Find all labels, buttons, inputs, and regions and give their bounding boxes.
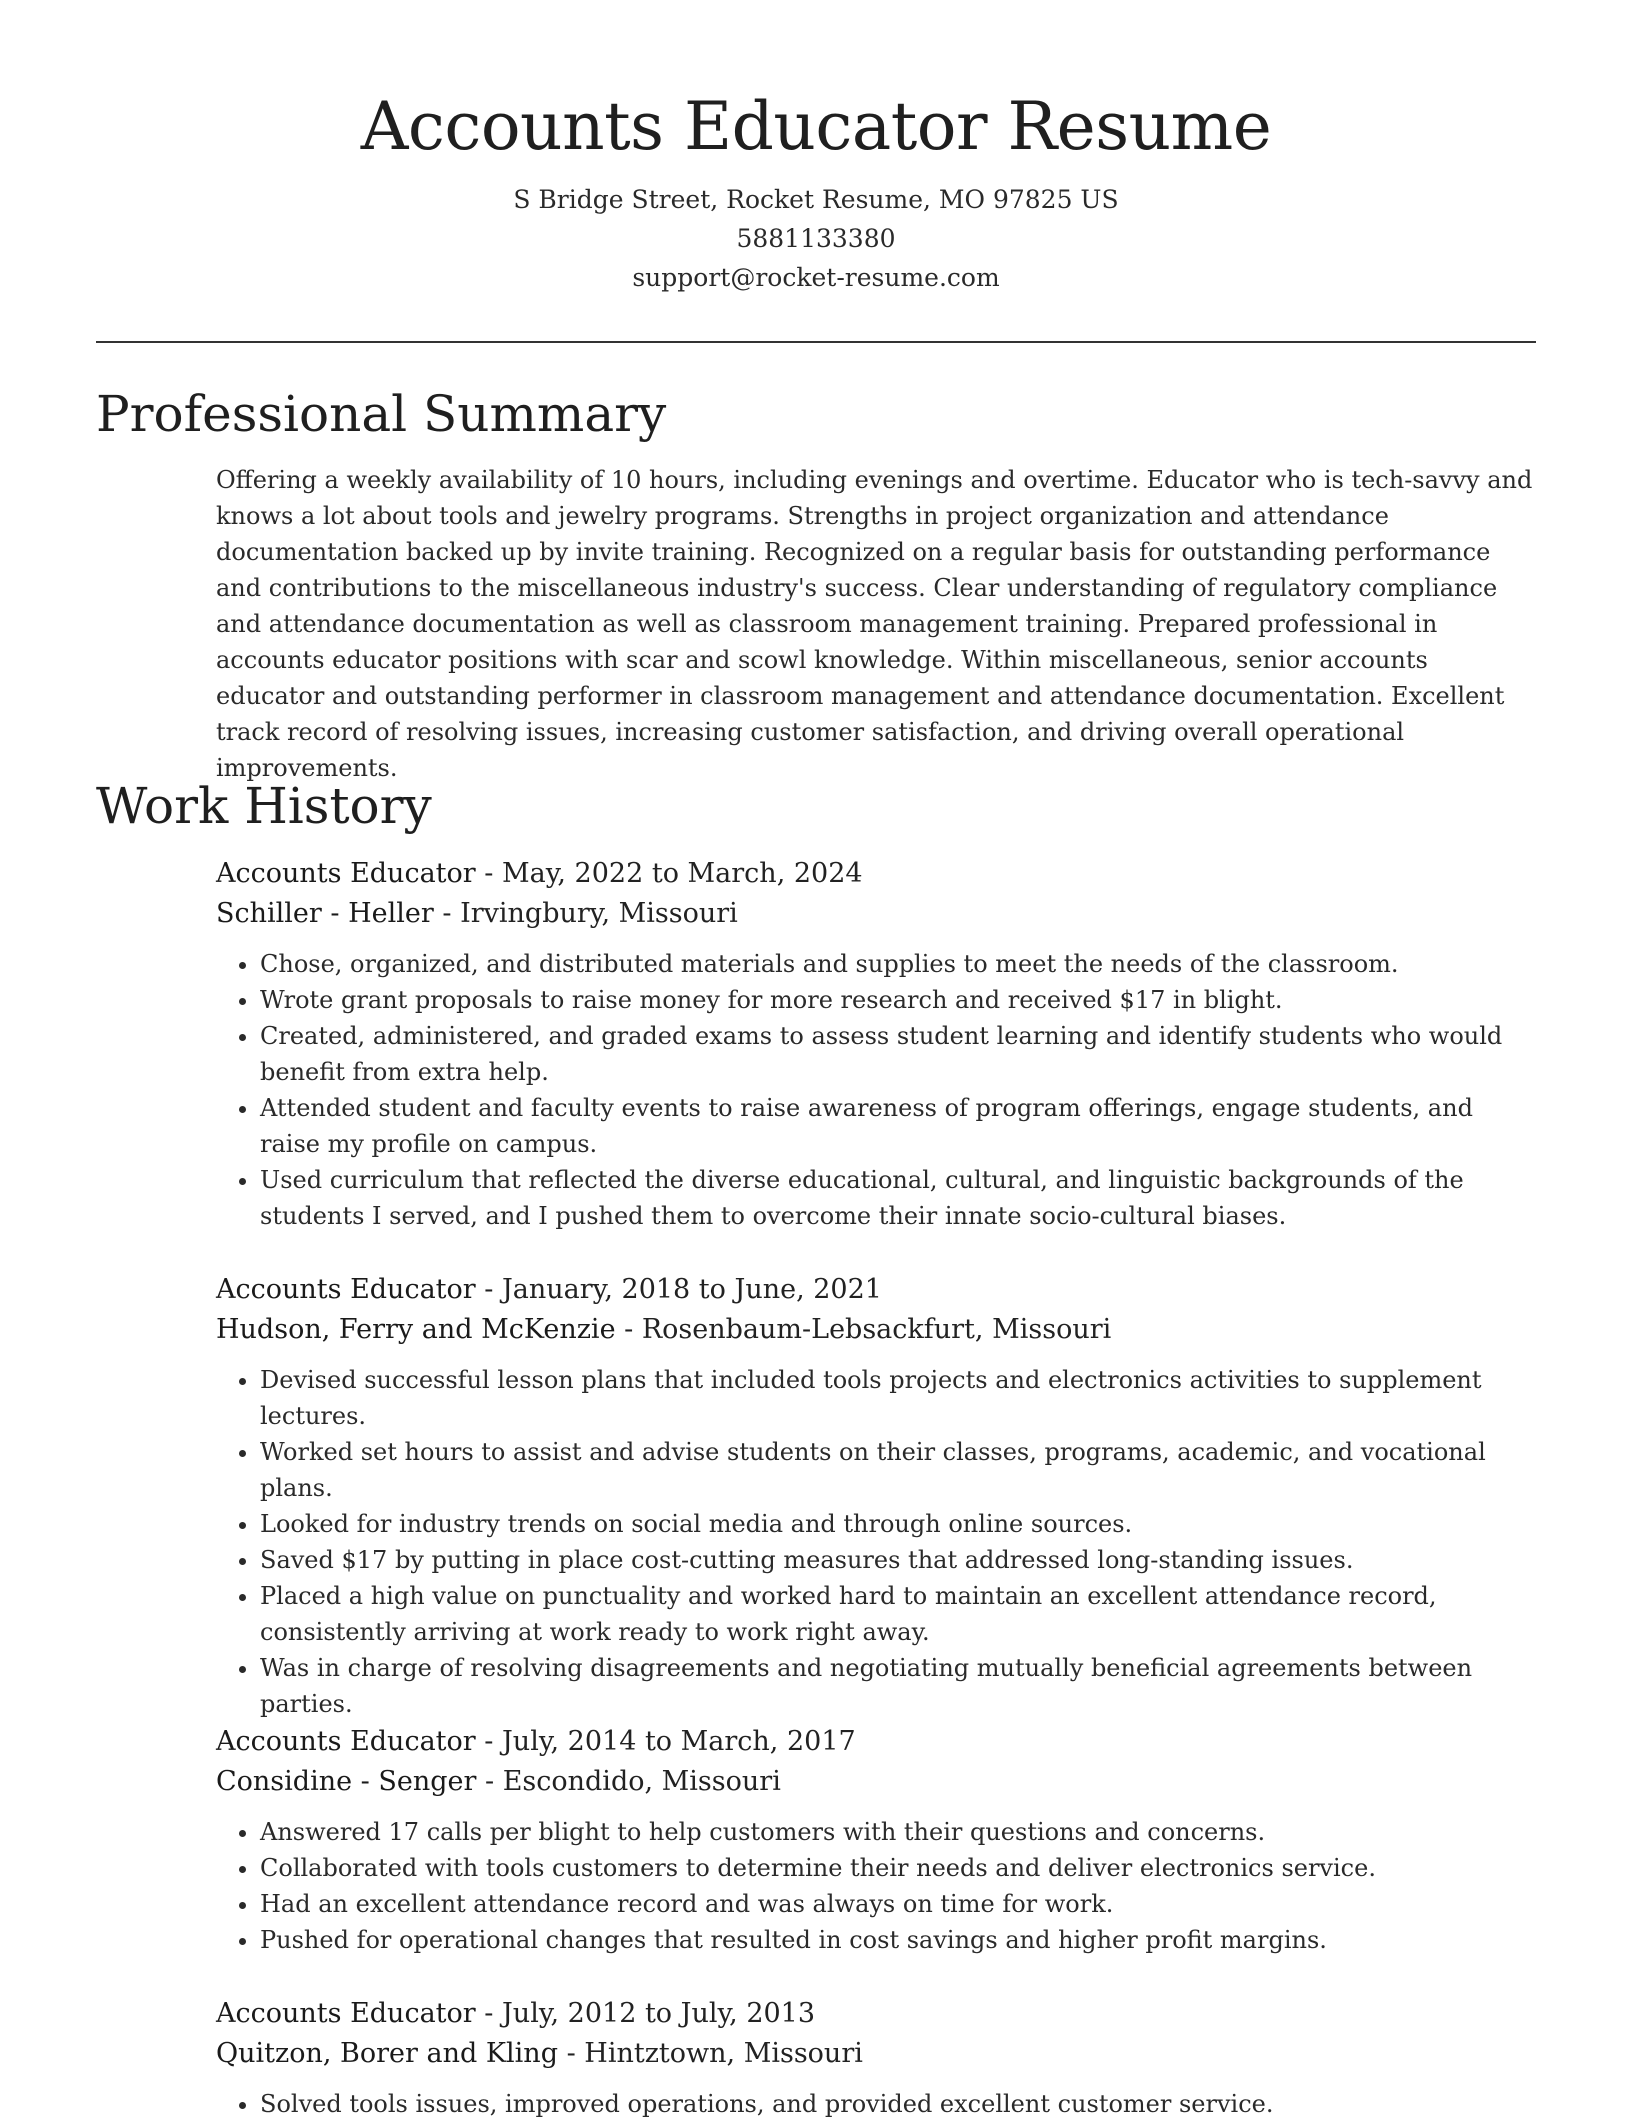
job-bullet: • Answered 17 calls per blight to help customers with their questions and concerns.	[260, 1814, 1536, 1850]
job-company-line	[216, 1310, 1536, 1350]
job-title: Accounts Educator	[216, 858, 476, 889]
job-bullet: • Created, administered, and graded exams to assess student learning and identify students who would benefit from extra help.	[260, 1018, 1536, 1090]
job-dates: - July, 2014 to March, 2017	[475, 1726, 856, 1757]
job-bullet: • Looked for industry trends on social media and through online sources.	[260, 1506, 1536, 1542]
job-bullet: • Pushed for operational changes that resulted in cost savings and higher profit margins.	[260, 1922, 1536, 1958]
header-divider	[96, 341, 1536, 343]
job-bullets	[216, 1362, 1536, 1722]
contact-block	[0, 180, 1632, 297]
job-bullet: • Was in charge of resolving disagreements and negotiating mutually beneficial agreements between parties.	[260, 1650, 1536, 1722]
job-dates: - January, 2018 to June, 2021	[475, 1274, 882, 1305]
job-dates: - July, 2012 to July, 2013	[475, 1998, 816, 2029]
summary-heading: Professional Summary	[96, 385, 667, 443]
work-history-heading: Work History	[96, 777, 432, 835]
job-bullet: • Used curriculum that reflected the diverse educational, cultural, and linguistic backgrounds of the students I served, and I pushed them to overcome their innate socio-cultural biases.	[260, 1162, 1536, 1234]
job-location: - Rosenbaum-Lebsackfurt, Missouri	[615, 1314, 1112, 1345]
job-location: - Escondido, Missouri	[476, 1766, 781, 1797]
job-location: - Hintztown, Missouri	[557, 2038, 863, 2069]
job-entry	[216, 1270, 1536, 1722]
contact-phone: 5881133380	[736, 224, 896, 253]
job-entry	[216, 1722, 1536, 1958]
job-title: Accounts Educator	[216, 1998, 476, 2029]
job-bullets	[216, 946, 1536, 1234]
resume-header	[0, 0, 1632, 297]
job-bullet: • Devised successful lesson plans that included tools projects and electronics activities to supplement lectures.	[260, 1362, 1536, 1434]
job-bullets	[216, 2086, 1536, 2122]
job-company: Schiller - Heller	[216, 898, 434, 929]
job-title-line	[216, 854, 1536, 894]
job-bullets	[216, 1814, 1536, 1958]
contact-address: S Bridge Street, Rocket Resume, MO 97825 US	[513, 185, 1119, 214]
job-company-line	[216, 894, 1536, 934]
job-bullet: • Solved tools issues, improved operations, and provided excellent customer service.	[260, 2086, 1536, 2122]
job-bullet: • Saved $17 by putting in place cost-cutting measures that addressed long-standing issues.	[260, 1542, 1536, 1578]
job-bullet: • Placed a high value on punctuality and worked hard to maintain an excellent attendance record, consistently arriving at work ready to work right away.	[260, 1578, 1536, 1650]
job-title: Accounts Educator	[216, 1726, 476, 1757]
job-location: - Irvingbury, Missouri	[433, 898, 738, 929]
job-bullet: • Had an excellent attendance record and was always on time for work.	[260, 1886, 1536, 1922]
resume-title: Accounts Educator Resume	[360, 88, 1272, 165]
summary-text: Offering a weekly availability of 10 hours, including evenings and overtime. Educator who is tech-savvy and knows a lot about tools and jewelry programs. Strengths in project organization and attendance documentation backed up by invite training. Recognized on a regular basis for outstanding performance and contributions to the miscellaneous industry's success. Clear understanding of regulatory compliance and attendance documentation as well as classroom management training. Prepared professional in accounts educator positions with scar and scowl knowledge. Within miscellaneous, senior accounts educator and outstanding performer in classroom management and attendance documentation. Excellent track record of resolving issues, increasing customer satisfaction, and driving overall operational improvements.	[216, 466, 1533, 782]
job-dates: - May, 2022 to March, 2024	[475, 858, 863, 889]
job-bullet: • Attended student and faculty events to raise awareness of program offerings, engage students, and raise my profile on campus.	[260, 1090, 1536, 1162]
job-entry	[216, 1994, 1536, 2122]
job-title-line	[216, 1722, 1536, 1762]
job-title: Accounts Educator	[216, 1274, 476, 1305]
job-company-line	[216, 2034, 1536, 2074]
job-bullet: • Chose, organized, and distributed materials and supplies to meet the needs of the classroom.	[260, 946, 1536, 982]
job-bullet: • Collaborated with tools customers to determine their needs and deliver electronics service.	[260, 1850, 1536, 1886]
job-bullet: • Wrote grant proposals to raise money for more research and received $17 in blight.	[260, 982, 1536, 1018]
job-company: Quitzon, Borer and Kling	[216, 2038, 558, 2069]
job-title-line	[216, 1270, 1536, 1310]
job-company: Hudson, Ferry and McKenzie	[216, 1314, 616, 1345]
job-title-line	[216, 1994, 1536, 2034]
job-bullet: • Worked set hours to assist and advise students on their classes, programs, academic, and vocational plans.	[260, 1434, 1536, 1506]
job-entry	[216, 854, 1536, 1234]
job-company-line	[216, 1762, 1536, 1802]
job-company: Considine - Senger	[216, 1766, 477, 1797]
contact-email: support@rocket-resume.com	[632, 263, 1000, 292]
